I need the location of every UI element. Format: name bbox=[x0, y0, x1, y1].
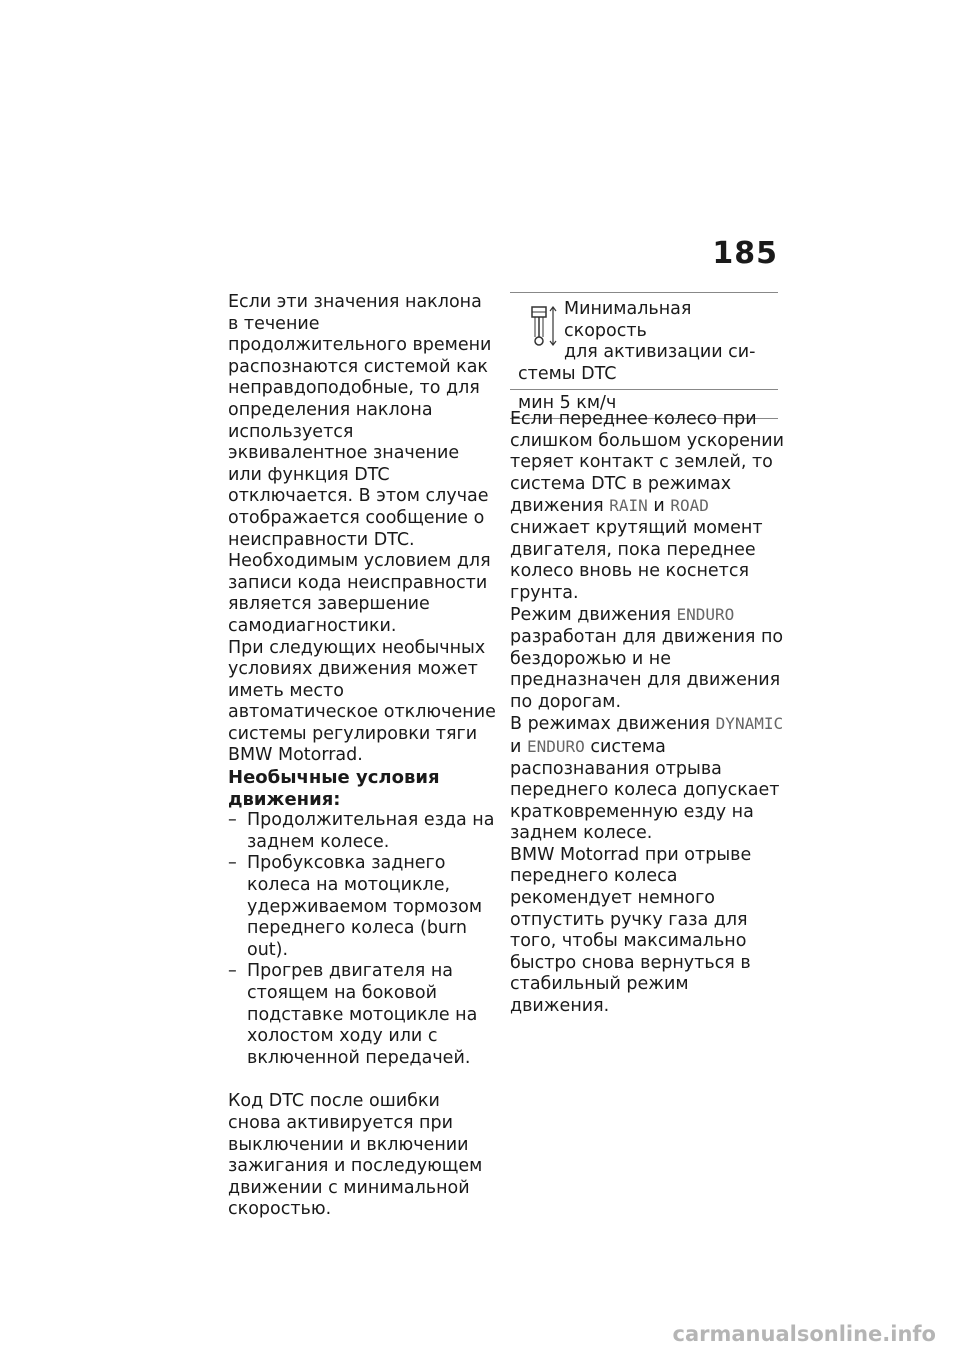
infobox-title-line1: Минимальная скорость bbox=[564, 299, 692, 341]
page-number: 185 bbox=[712, 236, 778, 271]
paragraph-dtc-reactivation: Код DTC после ошибки снова активируется при выключении и включении зажигания и последующем движении с минимальной скоростью. bbox=[228, 1091, 483, 1220]
right-column bbox=[510, 409, 785, 1018]
paragraph-enduro bbox=[510, 604, 785, 713]
mode-road: ROAD bbox=[670, 496, 709, 516]
infobox-header bbox=[510, 293, 778, 389]
text-span: разработан для движения по бездорожью и не предназначен для движения по дорогам. bbox=[510, 626, 784, 712]
infobox-title-line3: стемы DTC bbox=[518, 363, 617, 384]
mode-rain: RAIN bbox=[609, 496, 648, 516]
text-span: и bbox=[653, 496, 665, 517]
text-span: Если переднее колесо при слишком большом ускорении теряет контакт с землей, то система DTC в режимах движения bbox=[510, 409, 785, 517]
left-column bbox=[228, 292, 496, 1221]
list-item: – Прогрев двигателя на стоящем на боковой подставке мотоцикле на холостом ходу или с включенной передачей. bbox=[228, 961, 496, 1069]
list-item: – Продолжительная езда на заднем колесе. bbox=[228, 810, 496, 853]
mode-enduro: ENDURO bbox=[526, 736, 585, 756]
infobox-title-line2: для активизации си- bbox=[564, 342, 756, 363]
mode-dynamic: DYNAMIC bbox=[715, 714, 784, 734]
text-span: снижает крутящий момент двигателя, пока переднее колесо вновь не коснется грунта. bbox=[510, 517, 763, 603]
infobox-value: мин 5 км/ч bbox=[510, 389, 778, 418]
mode-enduro: ENDURO bbox=[676, 605, 735, 625]
paragraph-dynamic-enduro bbox=[510, 713, 785, 845]
engine-piston-icon bbox=[526, 303, 562, 349]
text-span: и bbox=[510, 736, 522, 757]
text-span: Режим движения bbox=[510, 605, 671, 626]
list-item: – Пробуксовка заднего колеса на мотоцикле, удерживаемом тормозом переднего колеса (burn out). bbox=[228, 853, 496, 961]
min-speed-infobox bbox=[510, 292, 778, 419]
section-heading: Необычные условия движения: bbox=[228, 767, 440, 810]
unusual-conditions-list bbox=[228, 810, 496, 1069]
paragraph-unusual-conditions-intro: При следующих необычных условиях движения может иметь место автоматическое отключение системы регулировки тяги BMW Motorrad. bbox=[228, 637, 496, 766]
text-span: система распознавания отрыва переднего колеса допускает кратковременную езду на заднем колесе. bbox=[510, 736, 780, 844]
watermark: carmanualsonline.info bbox=[672, 1322, 936, 1346]
paragraph-lean-values: Если эти значения наклона в течение продолжительного времени распознаются системой как неправдоподобные, то для определения наклона используется эквивалентное значение или функция DTC отключается. В этом случае отображается сообщение о неисправности DTC. Необходимым условием для записи кода неисправности является завершение самодиагностики. bbox=[228, 292, 492, 636]
paragraph-recommendation: BMW Motorrad при отрыве переднего колеса рекомендует немного отпустить ручку газа для того, чтобы максимально быстро снова вернуться в стабильный режим движения. bbox=[510, 844, 752, 1017]
text-span: В режимах движения bbox=[510, 714, 711, 735]
paragraph-wheelie-detection bbox=[510, 409, 785, 604]
